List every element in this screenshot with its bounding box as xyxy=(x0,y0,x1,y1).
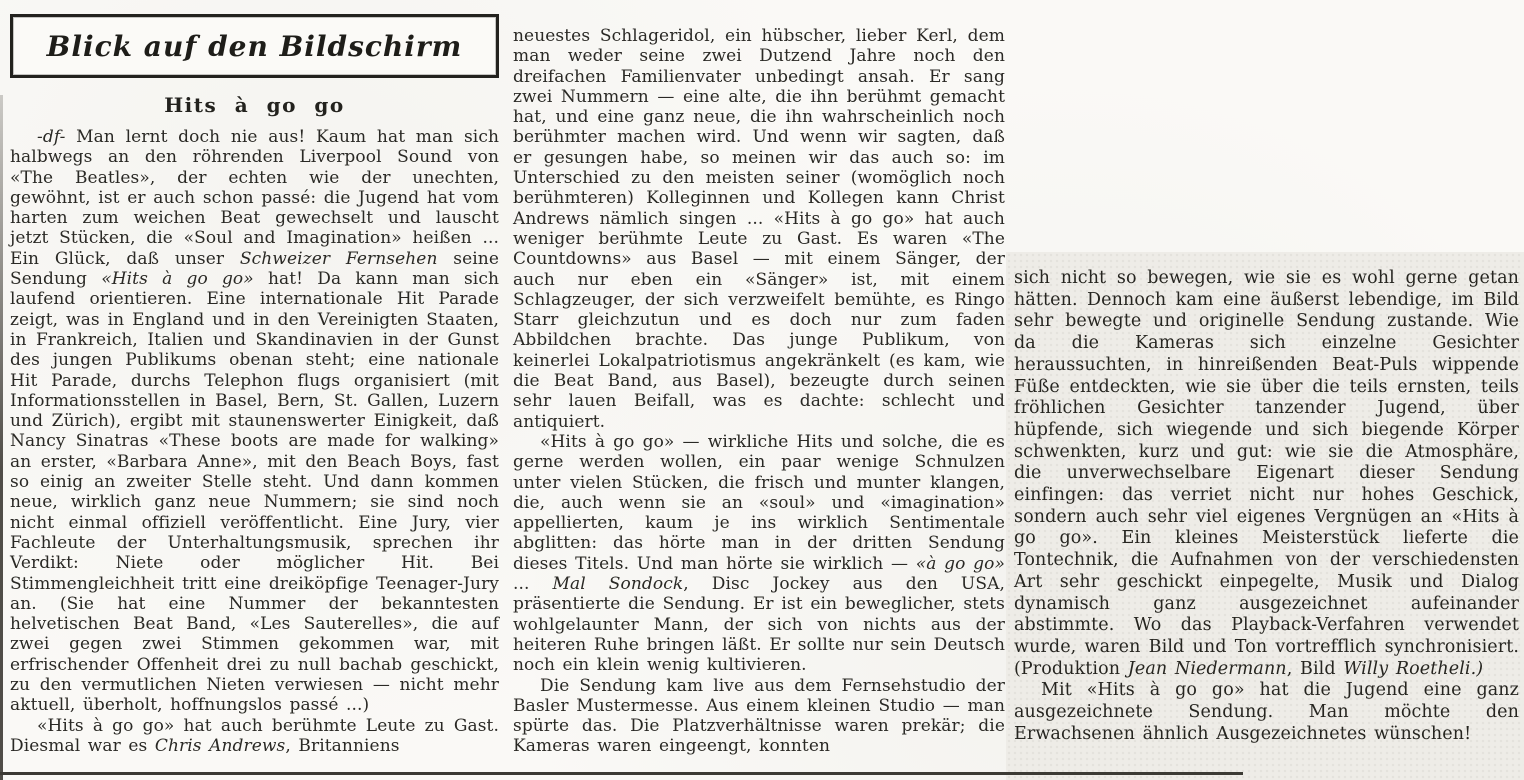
section-title-box xyxy=(10,14,499,78)
body-text-run: ... xyxy=(513,574,553,595)
emphasized-text: «à go go» xyxy=(915,553,1005,574)
body-text-run: , Disc Jockey aus den USA, präsentierte die Sendung. Er ist ein beweglicher, stets wohlgelaunter Mann, der sich von nichts aus der heiteren Ruhe bringen läßt. Er sollte nur sein Deutsch noch ein klein wenig kultivieren. xyxy=(513,574,1005,676)
paragraph xyxy=(513,432,1005,676)
paragraph xyxy=(513,676,1005,757)
emphasized-text: Mal Sondock xyxy=(552,574,684,595)
article-title: Hits à go go xyxy=(164,93,345,117)
column-2-body xyxy=(513,26,1005,757)
column-1 xyxy=(10,0,499,756)
emphasized-text: Chris Andrews xyxy=(154,735,286,756)
left-scan-edge-rule xyxy=(0,95,3,780)
emphasized-text: Jean Niedermann xyxy=(1127,658,1287,679)
body-text-run: «Hits à go go» — wirkliche Hits und solche, die es gerne werden wollen, ein paar wenige Schnulzen unter vielen Stücken, die frisch und munter klangen, die, auch wenn sie an «soul» und «imagination» appellierten, kaum je ins wirklich Sentimentale abglitten: das hörte man in der dritten Sendung dieses Titels. Und man hörte sie wirklich — xyxy=(513,431,1005,574)
body-text-run: , Britanniens xyxy=(285,735,400,756)
body-text-run: sich nicht so bewegen, wie sie es wohl gerne getan hätten. Dennoch kam eine äußerst lebendige, im Bild sehr bewegte und originelle Sendung zustande. Wie da die Kameras sich einzelne Gesichter heraussuchten, in hinreißenden Beat-Puls wippende Füße entdeckten, wie sie über die teils ernsten, teils fröhlichen Gesichter tanzender Jugend, über hüpfende, sich wiegende und sich biegende Körper schwenkten, kurz und gut: wie sie die Atmosphäre, die unverwechselbare Eigenart dieser Sendung einfingen: das verriet nicht nur hohes Geschick, sondern auch sehr viel eigenes Vergnügen an «Hits à go go». Ein kleines Meisterstück lieferte die Tontechnik, die Aufnahmen von der verschiedensten Art sehr geschickt einpegelte, Musik und Dialog dynamisch ganz ausgezeichnet aufeinander abstimmte. Wo das Playback-Verfahren verwendet wurde, waren Bild und Ton vortrefflich synchronisiert. (Produktion xyxy=(1014,268,1519,679)
paragraph xyxy=(10,127,499,716)
emphasized-text: Willy Roetheli.) xyxy=(1343,658,1484,679)
paragraph xyxy=(513,26,1005,432)
column-1-body xyxy=(10,127,499,756)
paragraph xyxy=(1014,268,1519,680)
body-text-run: seine Sendung xyxy=(10,248,499,290)
bottom-scan-rule xyxy=(0,772,1243,775)
emphasized-text: -df- xyxy=(37,127,66,147)
body-text-run: Man lernt doch nie aus! Kaum hat man sich halbwegs an den röhrenden Liverpool Sound von «The Beatles», der echten wie der unechten, gewöhnt, ist er auch schon passé: die Jugend hat vom harten zum weichen Beat gewechselt und lauscht jetzt Stücken, die «Soul and Imagination» heißen ... Ein Glück, daß unser xyxy=(10,127,499,269)
body-text-run: «Hits à go go» hat auch berühmte Leute zu Gast. Diesmal war es xyxy=(10,715,499,756)
paragraph xyxy=(1014,680,1519,745)
body-text-run: hat! Da kann man sich laufend orientieren. Eine internationale Hit Parade zeigt, was in England und in den Vereinigten Staaten, in Frankreich, Italien und Skandinavien in der Gunst des jungen Publikums obenan steht; eine nationale Hit Parade, durchs Telephon flugs organisiert (mit Informationsstellen in Basel, Bern, St. Gallen, Luzern und Zürich), ergibt mit staunenswerter Einigkeit, daß Nancy Sinatras «These boots are made for walking» an erster, «Barbara Anne», mit den Beach Boys, fast so einig an zweiter Stelle steht. Und dann kommen neue, wirklich ganz neue Nummern; sie sind noch nicht einmal offiziell veröffentlicht. Eine Jury, vier Fachleute der Unterhaltungsmusik, sprechen ihr Verdikt: Niete oder möglicher Hit. Bei Stimmengleichheit tritt eine dreiköpfige Teenager-Jury an. (Sie hat eine Nummer der bekanntesten helvetischen Beat Band, «Les Sauterelles», die auf zwei gegen zwei Stimmen gekommen war, mit erfrischender Offenheit drei zu null bachab geschickt, zu den vermutlichen Nieten verwiesen — nicht mehr aktuell, überholt, hoffnungslos passé ...) xyxy=(10,269,499,716)
column-2 xyxy=(513,0,1005,757)
paragraph xyxy=(10,716,499,757)
section-title: Blick auf den Bildschirm xyxy=(46,29,463,63)
column-3-body xyxy=(1014,268,1519,745)
body-text-run: neuestes Schlageridol, ein hübscher, lieber Kerl, dem man weder seine zwei Dutzend Jahre noch den dreifachen Familienvater unbedingt ansah. Er sang zwei Nummern — eine alte, die ihn berühmt gemacht hat, und eine ganz neue, die ihn wahrscheinlich noch berühmter machen wird. Und wenn wir sagten, daß er gesungen habe, so meinen wir das auch so: im Unterschied zu den meisten seiner (womöglich noch berühmteren) Kolleginnen und Kollegen kann Christ Andrews nämlich singen ... «Hits à go go» hat auch weniger berühmte Leute zu Gast. Es waren «The Countdowns» aus Basel — mit einem Sänger, der auch nur eben ein «Sänger» ist, mit einem Schlagzeuger, der sich verzweifelt bemühte, es Ringo Starr gleichzutun und es doch nur zum faden Abbildchen brachte. Das junge Publikum, von keinerlei Lokalpatriotismus angekränkelt (es kam, wie die Beat Band, aus Basel), bezeugte durch seinen sehr lauen Beifall, was es dachte: schlecht und antiquiert. xyxy=(513,26,1005,432)
column-3 xyxy=(1014,0,1519,745)
body-text-run: Mit «Hits à go go» hat die Jugend eine ganz ausgezeichnete Sendung. Man möchte den Erwachsenen ähnlich Ausgezeichnetes wünschen! xyxy=(1014,680,1519,744)
body-text-run: Die Sendung kam live aus dem Fernsehstudio der Basler Mustermesse. Aus einem kleinen Studio — man spürte das. Die Platzverhältnisse waren prekär; die Kameras waren eingeengt, konnten xyxy=(513,675,1005,757)
emphasized-text: «Hits à go go» xyxy=(101,269,254,290)
emphasized-text: Schweizer Fernsehen xyxy=(239,248,438,269)
body-text-run: , Bild xyxy=(1286,658,1344,679)
